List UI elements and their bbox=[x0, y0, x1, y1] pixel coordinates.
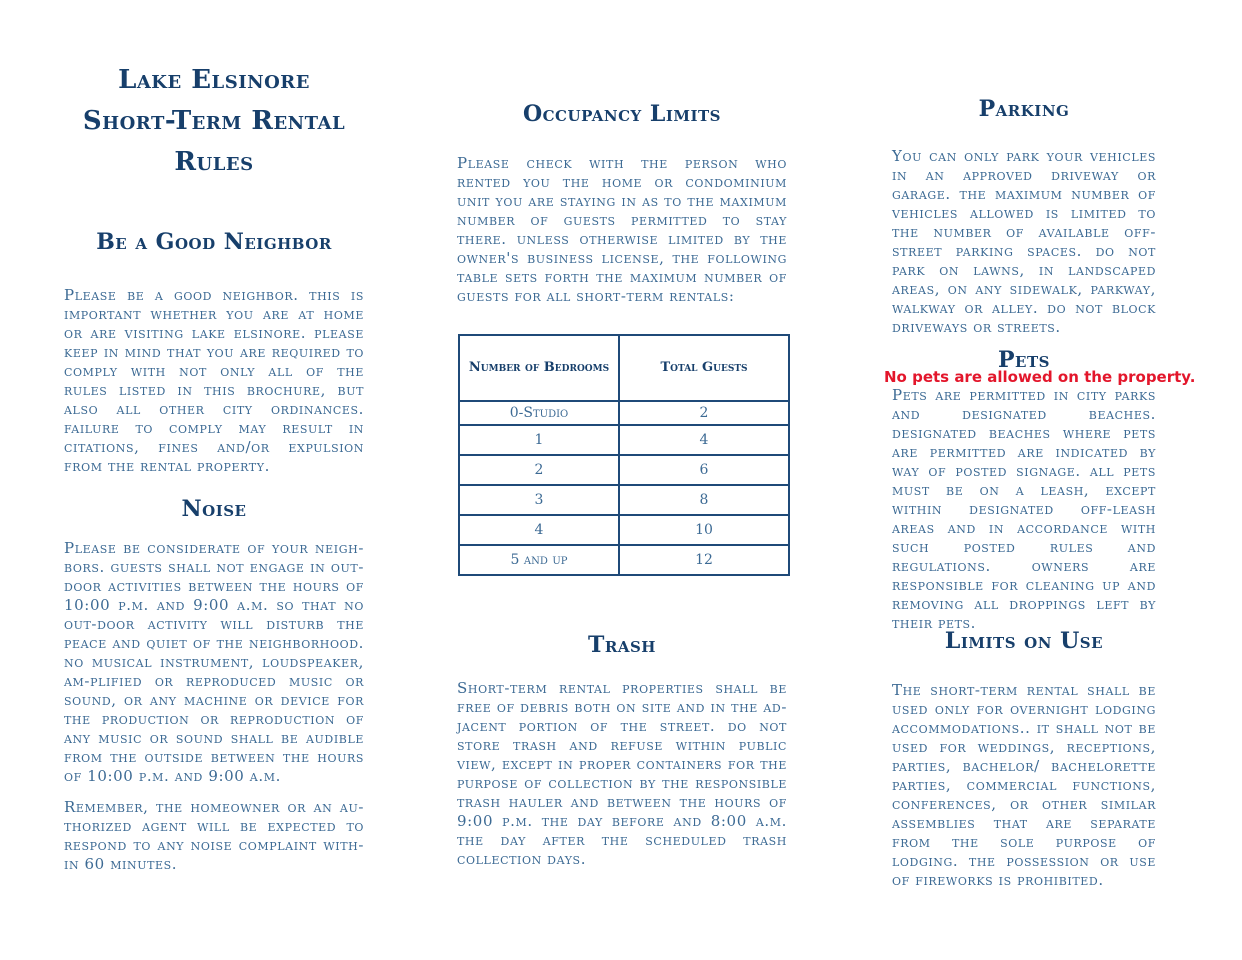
bedrooms-cell: 3 bbox=[459, 485, 619, 515]
good-neighbor-text: Please be a good neighbor. this is important whether you are at home or are visiting lake elsinore. please keep in mind that you are required to comply with not only all of the rules listed in this brochure, but also all other city ordinances. failure to comply may result in citations, fines and/or expulsion from the rental property. bbox=[64, 286, 364, 475]
table-row bbox=[459, 545, 789, 575]
guests-cell: 6 bbox=[619, 455, 789, 485]
title-line: Rules bbox=[174, 147, 254, 177]
trash-heading: Trash bbox=[588, 632, 656, 658]
noise-heading: Noise bbox=[181, 496, 247, 522]
header-bedrooms: Number of Bedrooms bbox=[459, 335, 619, 401]
no-pets-warning: No pets are allowed on the property. bbox=[884, 368, 1196, 386]
guests-cell: 10 bbox=[619, 515, 789, 545]
guests-cell: 8 bbox=[619, 485, 789, 515]
guests-cell: 4 bbox=[619, 425, 789, 455]
parking-section bbox=[892, 95, 1156, 337]
table-row bbox=[459, 425, 789, 455]
occupancy-text: Please check with the person who rented you the home or condominium unit you are staying in as to the maximum number of guests permitted to stay there. unless otherwise limited by the owner's business license, the following table sets forth the maximum number of guests for all short-term rentals: bbox=[457, 154, 787, 305]
noise-text: Please be considerate of your neigh-bors. guests shall not engage in out-door activities between the hours of 10:00 p.m. and 9:00 a.m. so that no out-door activity will disturb the peace and quiet of the neighborhood. no musical instrument, loudspeaker, am-plified or reproduced music or sound, or any machine or device for the production or reproduction of any music or sound shall be audible from the outside between the hours of 10:00 p.m. and 9:00 a.m. bbox=[64, 539, 364, 785]
good-neighbor-section bbox=[64, 228, 364, 476]
guests-cell: 2 bbox=[619, 401, 789, 425]
bedrooms-cell: 1 bbox=[459, 425, 619, 455]
brochure-title bbox=[64, 60, 364, 183]
noise-section bbox=[64, 495, 364, 874]
table-row bbox=[459, 485, 789, 515]
noise-reminder-text: Remember, the homeowner or an au-thorized agent will be expected to respond to any noise complaint with-in 60 minutes. bbox=[64, 798, 364, 873]
parking-text: You can only park your vehicles in an approved driveway or garage. the maximum number of vehicles allowed is limited to the number of available off-street parking spaces. do not park on lawns, in landscaped areas, on any sidewalk, parkway, walkway or alley. do not block driveways or streets. bbox=[892, 147, 1156, 336]
title-line: Short-Term Rental bbox=[82, 106, 346, 136]
trash-section bbox=[457, 631, 787, 869]
occupancy-table bbox=[458, 334, 790, 576]
bedrooms-cell: 4 bbox=[459, 515, 619, 545]
occupancy-heading: Occupancy Limits bbox=[522, 101, 722, 127]
bedrooms-cell: 0-Studio bbox=[459, 401, 619, 425]
table-row bbox=[459, 515, 789, 545]
pets-text: Pets are permitted in city parks and designated beaches. designated beaches where pets are permitted are indicated by way of posted signage. all pets must be on a leash, except within designated off-leash areas and in accordance with such posted rules and regulations. owners are responsible for cleaning up and removing all droppings left by their pets. bbox=[892, 386, 1156, 632]
table-header-row bbox=[459, 335, 789, 401]
trash-text: Short-term rental properties shall be free of debris both on site and in the ad-jacent portion of the street. do not store trash and refuse within public view, except in proper containers for the purpose of collection by the responsible trash hauler and between the hours of 9:00 p.m. the day before and 8:00 a.m. the day after the scheduled trash collection days. bbox=[457, 679, 787, 868]
bedrooms-cell: 5 and up bbox=[459, 545, 619, 575]
left-column bbox=[64, 60, 364, 183]
title-line: Lake Elsinore bbox=[118, 65, 310, 95]
occupancy-section bbox=[457, 100, 787, 306]
pets-heading: Pets bbox=[998, 347, 1050, 373]
limits-heading: Limits on Use bbox=[944, 628, 1104, 654]
parking-heading: Parking bbox=[978, 96, 1070, 122]
header-total-guests: Total Guests bbox=[619, 335, 789, 401]
limits-section bbox=[892, 627, 1156, 890]
good-neighbor-heading: Be a Good Neighbor bbox=[96, 229, 332, 255]
table-row bbox=[459, 455, 789, 485]
limits-text: The short-term rental shall be used only for overnight lodging accommodations.. it shall not be used for weddings, receptions, parties, bachelor/ bachelorette parties, commercial functions, conferences, or other similar assemblies that are separate from the sole purpose of lodging. the possession or use of fireworks is prohibited. bbox=[892, 681, 1156, 889]
table-row bbox=[459, 401, 789, 425]
guests-cell: 12 bbox=[619, 545, 789, 575]
pets-section bbox=[884, 346, 1196, 633]
bedrooms-cell: 2 bbox=[459, 455, 619, 485]
